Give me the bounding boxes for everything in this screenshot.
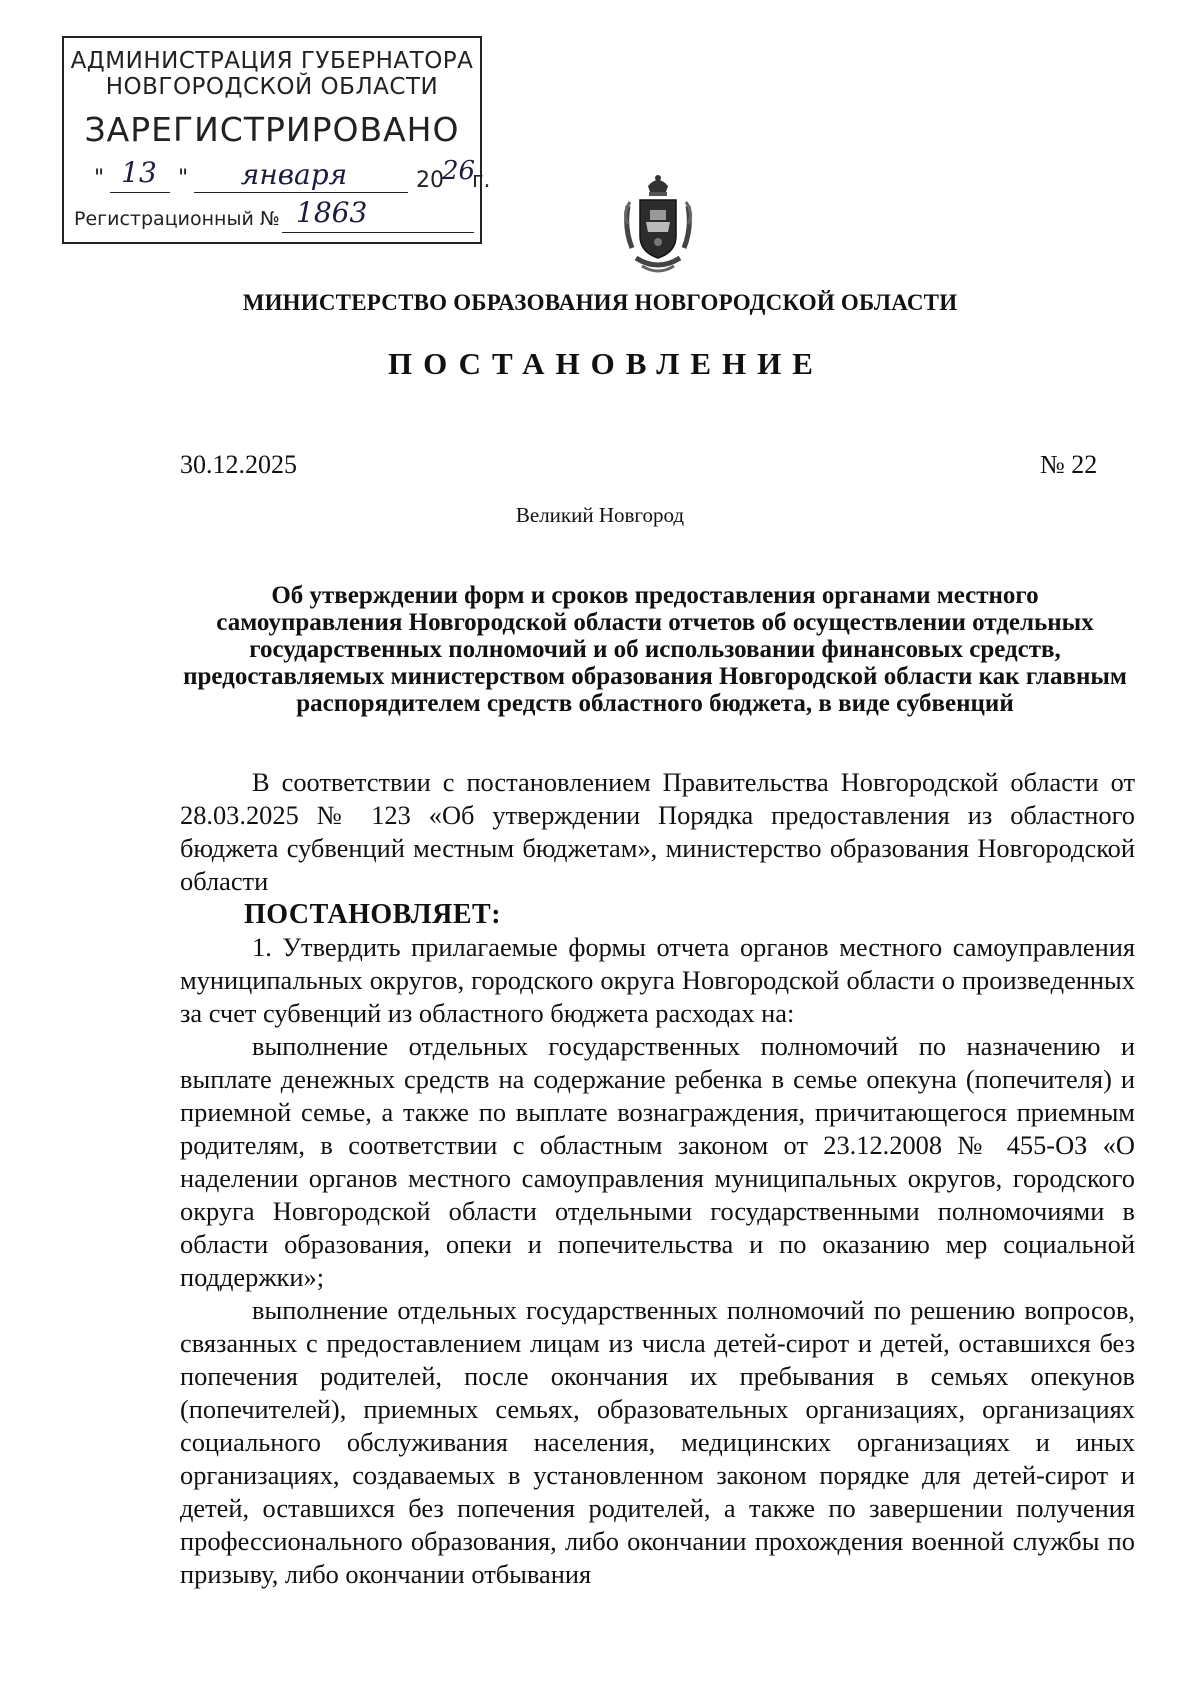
stamp-quote-close: " — [178, 166, 189, 191]
document-date: 30.12.2025 — [180, 450, 297, 479]
stamp-day-underline — [110, 192, 170, 193]
stamp-day: 13 — [121, 156, 157, 189]
document-city: Великий Новгород — [515, 503, 685, 527]
paragraph-orphan-housing: выполнение отдельных государственных полномочий по решению вопросов, связанных с предоставлением лицам из числа детей-сирот и детей, оставшихся без попечения родителей, после окончания их пребывания в семьях опекунов (попечителей), приемных семьях, образовательных организациях, организациях социального обслуживания населения, медицинских организациях и иных организациях, создаваемых в установленном законом порядке для детей-сирот и детей, оставшихся без попечения родителей, а также по завершении получения профессионального образования, либо окончании прохождения военной службы по призыву, либо окончании отбывания — [180, 1295, 1135, 1589]
stamp-month-underline — [194, 192, 408, 193]
document-number: № 22 — [1040, 450, 1098, 479]
document-type: ПОСТАНОВЛЕНИЕ — [388, 346, 824, 381]
stamp-year-prefix: 20 — [416, 168, 444, 193]
stamp-authority-line2: НОВГОРОДСКОЙ ОБЛАСТИ — [105, 74, 439, 100]
stamp-year-suffix: 26 — [442, 156, 476, 186]
item-1-paragraph: 1. Утвердить прилагаемые формы отчета органов местного самоуправления муниципальных округов, городского округа Новгородской области о произведенных за счет субвенций из областного бюджета расходах на: — [180, 932, 1135, 1028]
intro-paragraph: В соответствии с постановлением Правительства Новгородской области от 28.03.2025 № 123 «Об утверждении Порядка предоставления из областного бюджета субвенций местным бюджетам», министерство образования Новгородской области — [180, 767, 1135, 896]
paragraph-guardianship-payments: выполнение отдельных государственных полномочий по назначению и выплате денежных средств на содержание ребенка в семье опекуна (попечителя) и приемной семье, а также по выплате вознаграждения, причитающегося приемным родителям, в соответствии с областным законом от 23.12.2008 № 455-ОЗ «О наделении органов местного самоуправления муниципальных округов, городского округа Новгородской области отдельными государственными полномочиями в области образования, опеки и попечительства и по оказанию мер социальной поддержки»; — [180, 1031, 1135, 1292]
stamp-quote-open: " — [94, 166, 105, 191]
stamp-reg-underline — [282, 232, 474, 233]
stamp-reg-number: 1863 — [296, 196, 368, 229]
ministry-name: МИНИСТЕРСТВО ОБРАЗОВАНИЯ НОВГОРОДСКОЙ ОБЛАСТИ — [242, 290, 958, 315]
stamp-authority-line1: АДМИНИСТРАЦИЯ ГУБЕРНАТОРА — [70, 48, 474, 74]
document-body — [180, 766, 1135, 1591]
stamp-registered: ЗАРЕГИСТРИРОВАНО — [84, 110, 460, 149]
stamp-year-suffix-label: г. — [472, 168, 491, 193]
registration-stamp — [62, 36, 491, 244]
stamp-date-row — [64, 156, 491, 200]
document-title: Об утверждении форм и сроков предоставления органами местного самоуправления Новгородской области отчетов об осуществлении отдельных государственных полномочий и об использовании финансовых средств, предоставляемых министерством образования Новгородской области как главным распорядителем средств областного бюджета, в виде субвенций — [183, 582, 1127, 717]
coat-of-arms-icon — [620, 172, 696, 278]
decree-heading: ПОСТАНОВЛЯЕТ: — [244, 899, 502, 930]
stamp-reg-label: Регистрационный № — [74, 208, 280, 230]
stamp-month: января — [240, 158, 348, 191]
